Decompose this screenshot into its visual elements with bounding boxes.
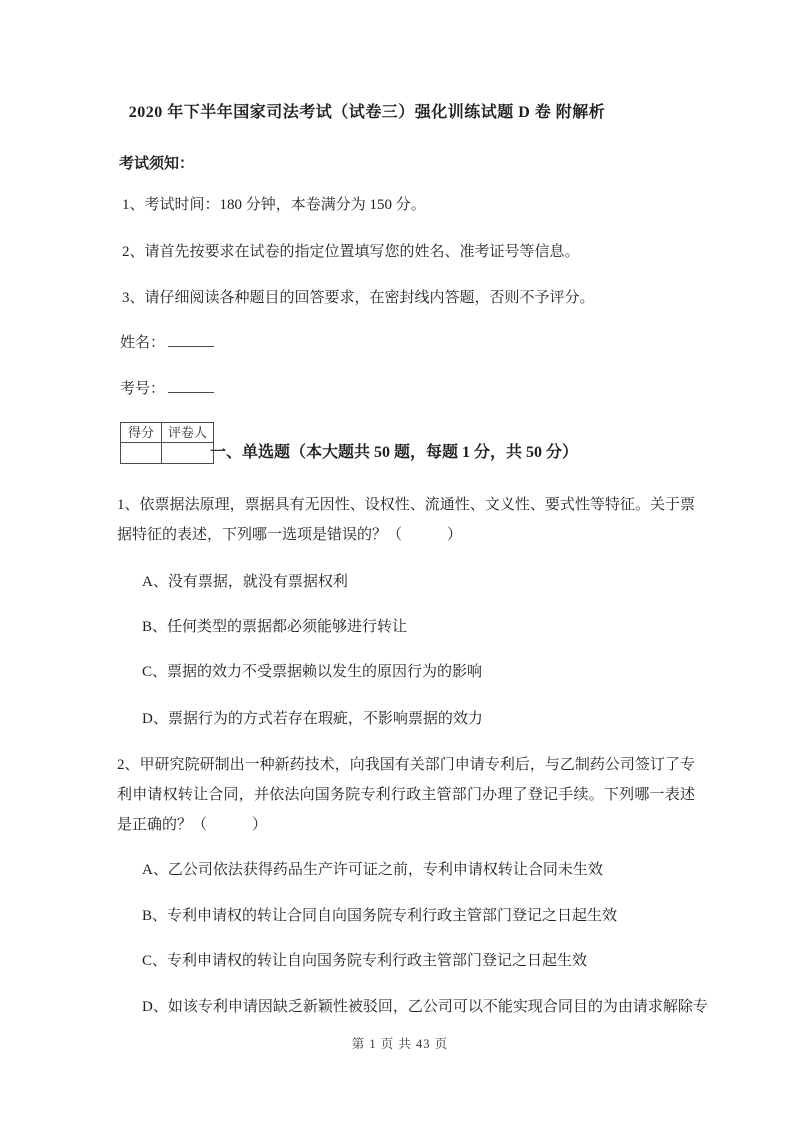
- grader-header-cell: 评卷人: [162, 423, 214, 443]
- question-1-option-c: C、票据的效力不受票据赖以发生的原因行为的影响: [142, 664, 483, 680]
- question-2-option-a: A、乙公司依法获得药品生产许可证之前，专利申请权转让合同未生效: [142, 862, 603, 878]
- notice-item-3: 3、请仔细阅读各种题目的回答要求，在密封线内答题，否则不予评分。: [122, 290, 595, 306]
- page-number-footer: 第 1 页 共 43 页: [351, 1037, 449, 1051]
- question-1-option-a: A、没有票据，就没有票据权利: [142, 574, 348, 590]
- section-title-single-choice: 一、单选题（本大题共 50 题，每题 1 分，共 50 分）: [210, 444, 579, 461]
- question-2-option-b: B、专利申请权的转让合同自向国务院专利行政主管部门登记之日起生效: [142, 908, 618, 924]
- score-table-header-row: [121, 423, 214, 443]
- question-1-option-b: B、任何类型的票据都必须能够进行转让: [142, 619, 408, 635]
- score-table-empty-row: [121, 443, 214, 464]
- name-label: 姓名：: [120, 335, 166, 351]
- page-title: 2020 年下半年国家司法考试（试卷三）强化训练试题 D 卷 附解析: [128, 104, 606, 121]
- score-empty-cell: [121, 443, 162, 464]
- question-2-option-c: C、专利申请权的转让自向国务院专利行政主管部门登记之日起生效: [142, 953, 588, 969]
- name-row: [120, 331, 214, 353]
- name-blank-line: [168, 331, 214, 347]
- notice-item-1: 1、考试时间：180 分钟，本卷满分为 150 分。: [122, 197, 426, 213]
- exam-notice-heading: 考试须知：: [119, 156, 195, 172]
- score-table: [120, 422, 214, 464]
- grader-empty-cell: [162, 443, 214, 464]
- exam-number-label: 考号：: [120, 381, 166, 397]
- notice-item-2: 2、请首先按要求在试卷的指定位置填写您的姓名、准考证号等信息。: [122, 244, 580, 260]
- exam-number-blank-line: [168, 377, 214, 393]
- question-1-option-d: D、票据行为的方式若存在瑕疵，不影响票据的效力: [142, 711, 483, 727]
- question-1-text: 1、依票据法原理，票据具有无因性、设权性、流通性、文义性、要式性等特征。关于票据特征的表述，下列哪一选项是错误的？（ ）: [117, 497, 695, 543]
- exam-number-row: [120, 377, 214, 399]
- score-header-cell: 得分: [121, 423, 162, 443]
- question-2-option-d: D、如该专利申请因缺乏新颖性被驳回，乙公司可以不能实现合同目的为由请求解除专: [142, 999, 708, 1015]
- question-2-text: 2、甲研究院研制出一种新药技术，向我国有关部门申请专利后，与乙制药公司签订了专利申请权转让合同，并依法向国务院专利行政主管部门办理了登记手续。下列哪一表述是正确的？（ ）: [117, 757, 695, 833]
